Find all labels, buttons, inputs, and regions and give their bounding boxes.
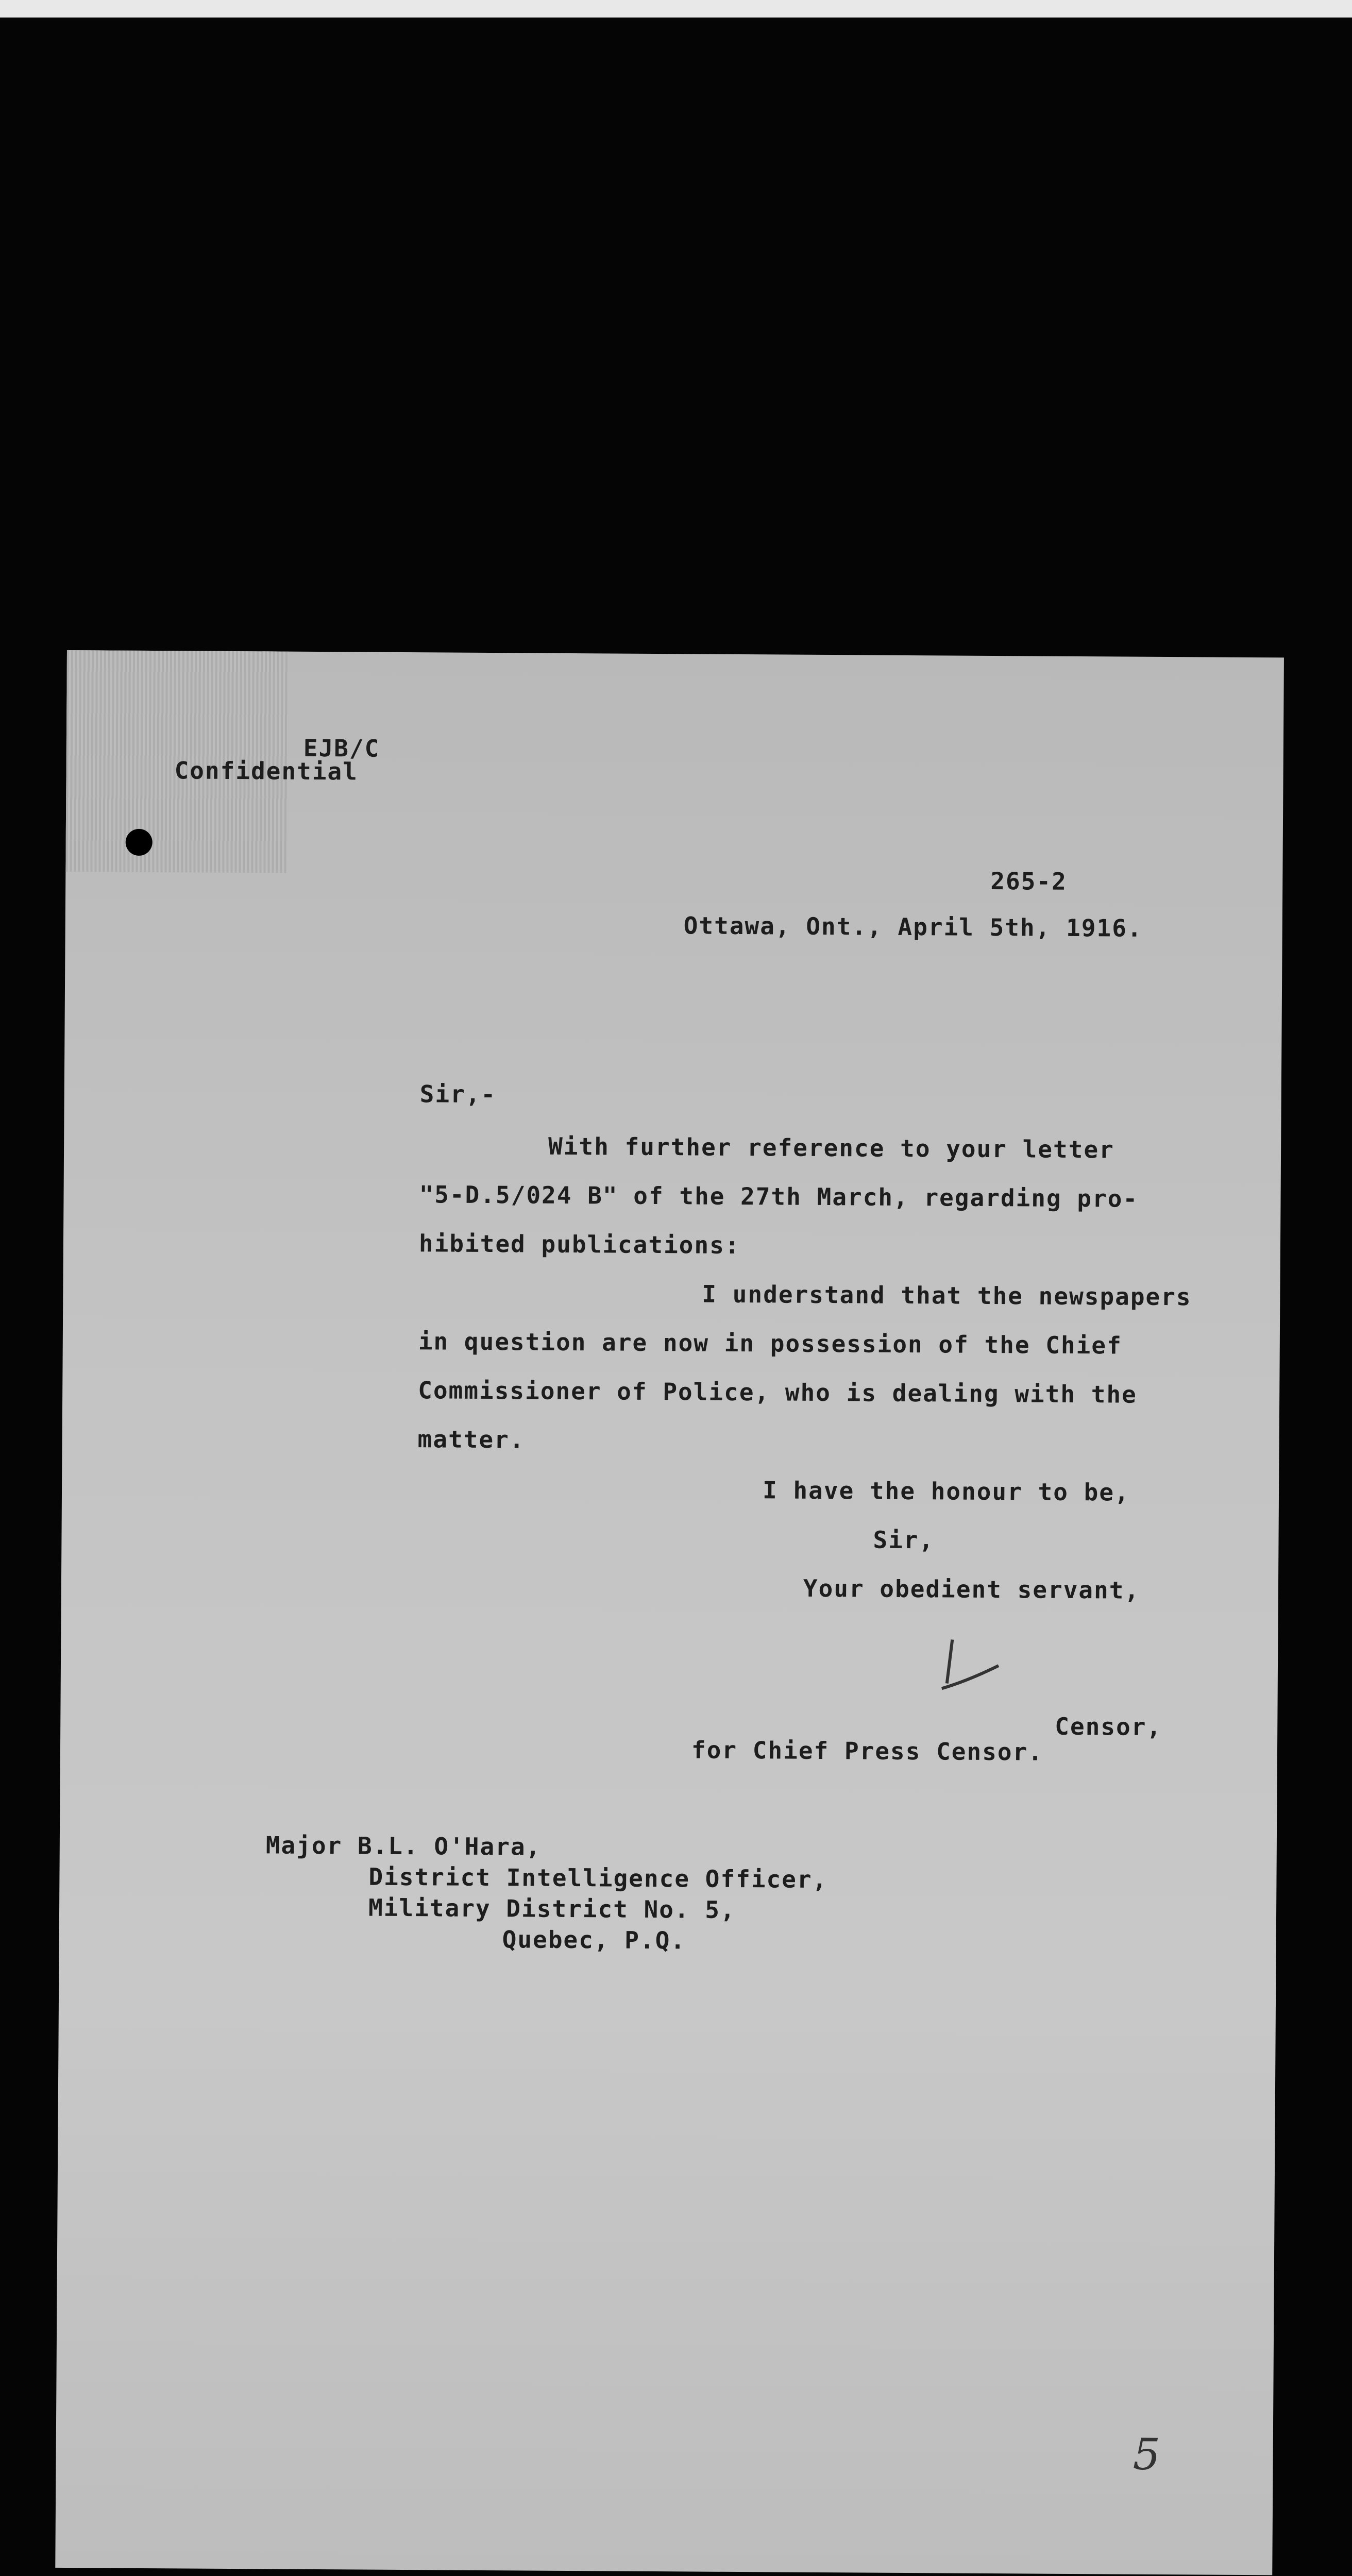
recipient-line-1: Major B.L. O'Hara,	[265, 1831, 542, 1861]
file-number: 265-2	[990, 867, 1067, 895]
letter-page	[55, 650, 1284, 2575]
signature-for: for Chief Press Censor.	[691, 1736, 1044, 1766]
body-line-2: "5-D.5/024 B" of the 27th March, regarding pro-	[419, 1180, 1139, 1213]
punch-hole	[126, 829, 153, 856]
date-line: Ottawa, Ont., April 5th, 1916.	[683, 911, 1143, 942]
page-number: 5	[1133, 2429, 1161, 2480]
body-line-1: With further reference to your letter	[548, 1132, 1114, 1164]
body-line-4: I understand that the newspapers	[702, 1280, 1192, 1311]
ref-initials: EJB/C	[303, 734, 380, 762]
recipient-line-4: Quebec, P.Q.	[502, 1925, 686, 1955]
body-line-7: matter.	[417, 1425, 525, 1454]
body-line-3: hibited publications:	[418, 1229, 740, 1260]
film-top-edge	[0, 0, 1352, 18]
closing-line-1: I have the honour to be,	[762, 1476, 1130, 1506]
handwritten-initial-mark	[937, 1634, 1004, 1697]
signature-title: Censor,	[1055, 1712, 1162, 1741]
confidential-label: Confidential	[174, 756, 359, 786]
closing-line-2: Sir,	[873, 1526, 935, 1554]
recipient-line-2: District Intelligence Officer,	[368, 1862, 828, 1894]
closing-line-3: Your obedient servant,	[803, 1574, 1140, 1604]
body-line-5: in question are now in possession of the Chief	[418, 1327, 1122, 1360]
salutation: Sir,-	[419, 1080, 497, 1109]
body-line-6: Commissioner of Police, who is dealing with the	[418, 1376, 1138, 1409]
recipient-line-3: Military District No. 5,	[368, 1893, 736, 1924]
